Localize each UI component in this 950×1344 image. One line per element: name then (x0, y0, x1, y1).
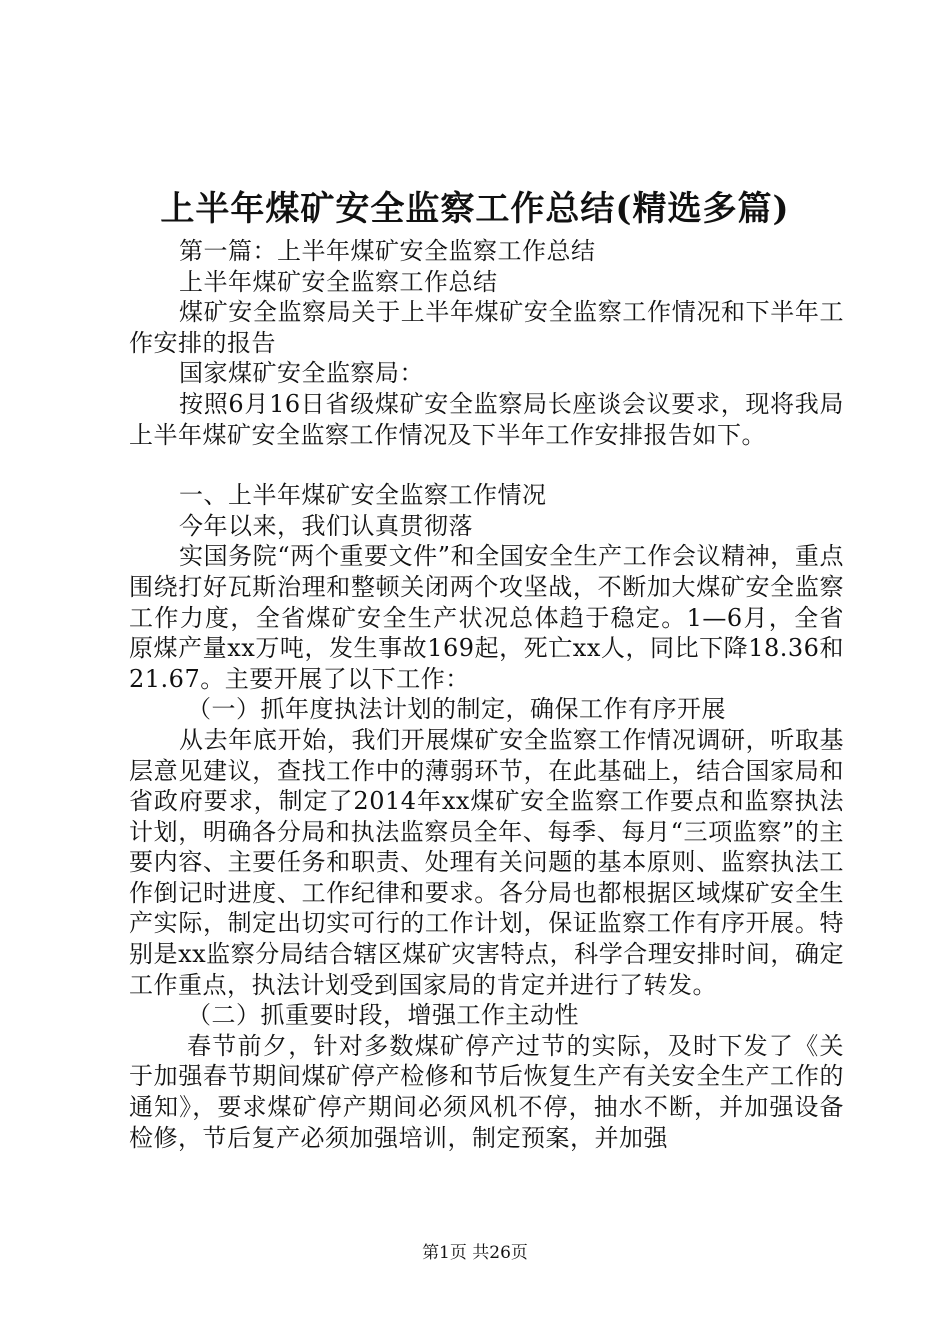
paragraph: 实国务院“两个重要文件”和全国安全生产工作会议精神，重点围绕打好瓦斯治理和整顿关闭两个攻坚战，不断加大煤矿安全监察工作力度，全省煤矿安全生产状况总体趋于稳定。1—6月，全省原煤产量xx万吨，发生事故169起，死亡xx人，同比下降18.36和21.67。主要开展了以下工作： (129, 542, 844, 693)
section-heading: 一、上半年煤矿安全监察工作情况 (179, 481, 547, 510)
paragraph: 春节前夕，针对多数煤矿停产过节的实际，及时下发了《关于加强春节期间煤矿停产检修和节后恢复生产有关安全生产工作的通知》，要求煤矿停产期间必须风机不停，抽水不断，并加强设备检修，节后复产必须加强培训，制定预案，并加强 (129, 1031, 844, 1152)
subsection-heading: （二）抓重要时段，增强工作主动性 (187, 1001, 579, 1030)
subtitle: 上半年煤矿安全监察工作总结 (179, 267, 498, 296)
section-heading: 第一篇：上半年煤矿安全监察工作总结 (179, 237, 596, 265)
paragraph: 今年以来，我们认真贯彻落 (179, 511, 473, 540)
document-body (129, 236, 844, 1153)
subsection-heading: （一）抓年度执法计划的制定，确保工作有序开展 (187, 695, 726, 724)
document-title: 上半年煤矿安全监察工作总结(精选多篇) (160, 189, 790, 229)
page-footer: 第1页 共26页 (422, 1243, 528, 1263)
report-title: 煤矿安全监察局关于上半年煤矿安全监察工作情况和下半年工作安排的报告 (129, 298, 844, 357)
recipient: 国家煤矿安全监察局： (179, 359, 424, 388)
paragraph: 按照6月16日省级煤矿安全监察局长座谈会议要求，现将我局上半年煤矿安全监察工作情况及下半年工作安排报告如下。 (129, 389, 844, 449)
paragraph: 从去年底开始，我们开展煤矿安全监察工作情况调研，听取基层意见建议，查找工作中的薄弱环节，在此基础上，结合国家局和省政府要求，制定了2014年xx煤矿安全监察工作要点和监察执法计划，明确各分局和执法监察员全年、每季、每月“三项监察”的主要内容、主要任务和职责、处理有关问题的基本原则、监察执法工作倒记时进度、工作纪律和要求。各分局也都根据区域煤矿安全生产实际，制定出切实可行的工作计划，保证监察工作有序开展。特别是xx监察分局结合辖区煤矿灾害特点，科学合理安排时间，确定工作重点，执法计划受到国家局的肯定并进行了转发。 (129, 725, 844, 999)
